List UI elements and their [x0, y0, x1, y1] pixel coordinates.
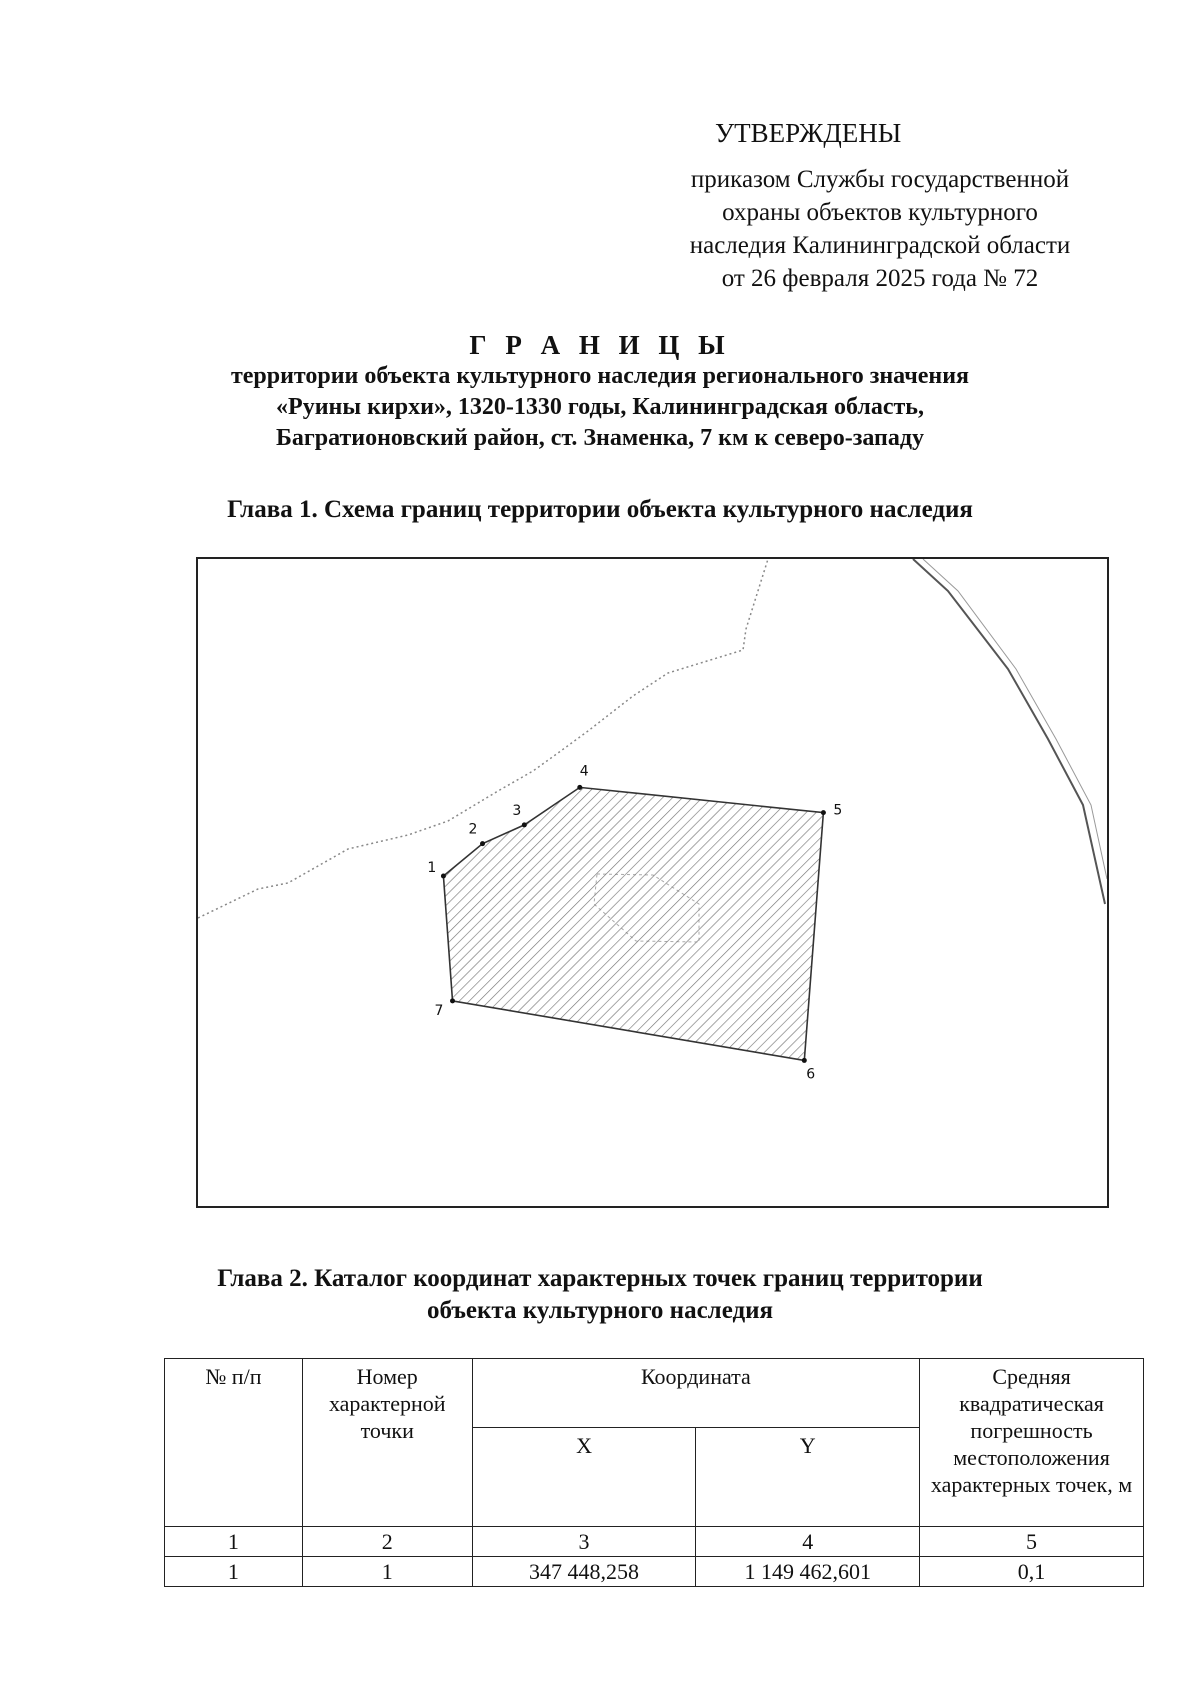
chapter1-heading: Глава 1. Схема границ территории объекта культурного наследия: [227, 496, 973, 523]
approval-line: приказом Службы государственной: [690, 166, 1070, 193]
boundary-point-label: 1: [427, 860, 437, 877]
boundary-point: [821, 810, 826, 815]
document-title: [160, 330, 1040, 454]
approval-line: от 26 февраля 2025 года № 72: [721, 265, 1039, 292]
chapter2-heading-line: объекта культурного наследия: [426, 1297, 774, 1324]
boundary-point: [522, 822, 527, 827]
header-coordinate: Координата: [472, 1359, 919, 1428]
title-main: Г Р А Н И Ц Ы: [469, 330, 731, 360]
coordinates-table: [164, 1358, 1144, 1587]
boundary-point-label: 4: [579, 763, 589, 780]
cell-num: 1: [165, 1557, 303, 1587]
header-num: № п/п: [165, 1359, 303, 1527]
table-row: [165, 1527, 1144, 1557]
boundary-point-label: 7: [434, 1002, 444, 1019]
approval-block: [620, 118, 1140, 295]
column-number: 5: [920, 1527, 1144, 1557]
approval-line: охраны объектов культурного: [722, 199, 1038, 226]
column-number: 3: [472, 1527, 696, 1557]
boundary-point: [480, 841, 485, 846]
map-canvas: [198, 559, 1107, 1206]
cell-point: 1: [302, 1557, 472, 1587]
header-error: Средняя квадратическая погрешность местоположения характерных точек, м: [920, 1359, 1144, 1527]
table-row: [165, 1557, 1144, 1587]
boundary-point: [802, 1058, 807, 1063]
title-line: «Руины кирхи», 1320-1330 годы, Калининградская область,: [276, 394, 924, 420]
boundary-point-label: 6: [806, 1066, 816, 1083]
boundary-point: [577, 785, 582, 790]
cell-error: 0,1: [920, 1557, 1144, 1587]
column-number: 1: [165, 1527, 303, 1557]
map-road-line: [923, 559, 1107, 879]
boundary-point: [450, 998, 455, 1003]
cell-y: 1 149 462,601: [696, 1557, 920, 1587]
boundary-point-label: 2: [468, 821, 478, 838]
territory-polygon: [443, 787, 823, 1060]
map-road-line: [913, 559, 1105, 904]
header-x: X: [472, 1428, 696, 1527]
boundary-point: [441, 874, 446, 879]
boundary-point-label: 3: [512, 802, 522, 819]
approval-word: УТВЕРЖДЕНЫ: [715, 118, 902, 148]
column-number: 4: [696, 1527, 920, 1557]
chapter2-heading: [150, 1263, 1050, 1327]
header-point: Номер характерной точки: [302, 1359, 472, 1527]
cell-x: 347 448,258: [472, 1557, 696, 1587]
title-line: территории объекта культурного наследия регионального значения: [230, 363, 970, 389]
approval-line: наследия Калининградской области: [689, 232, 1071, 259]
boundary-point-label: 5: [833, 802, 843, 819]
header-y: Y: [696, 1428, 920, 1527]
column-number: 2: [302, 1527, 472, 1557]
table-header-row: [165, 1359, 1144, 1428]
boundary-map: [196, 557, 1109, 1208]
chapter2-heading-line: Глава 2. Каталог координат характерных точек границ территории: [217, 1265, 983, 1292]
title-line: Багратионовский район, ст. Знаменка, 7 км к северо-западу: [275, 425, 924, 451]
